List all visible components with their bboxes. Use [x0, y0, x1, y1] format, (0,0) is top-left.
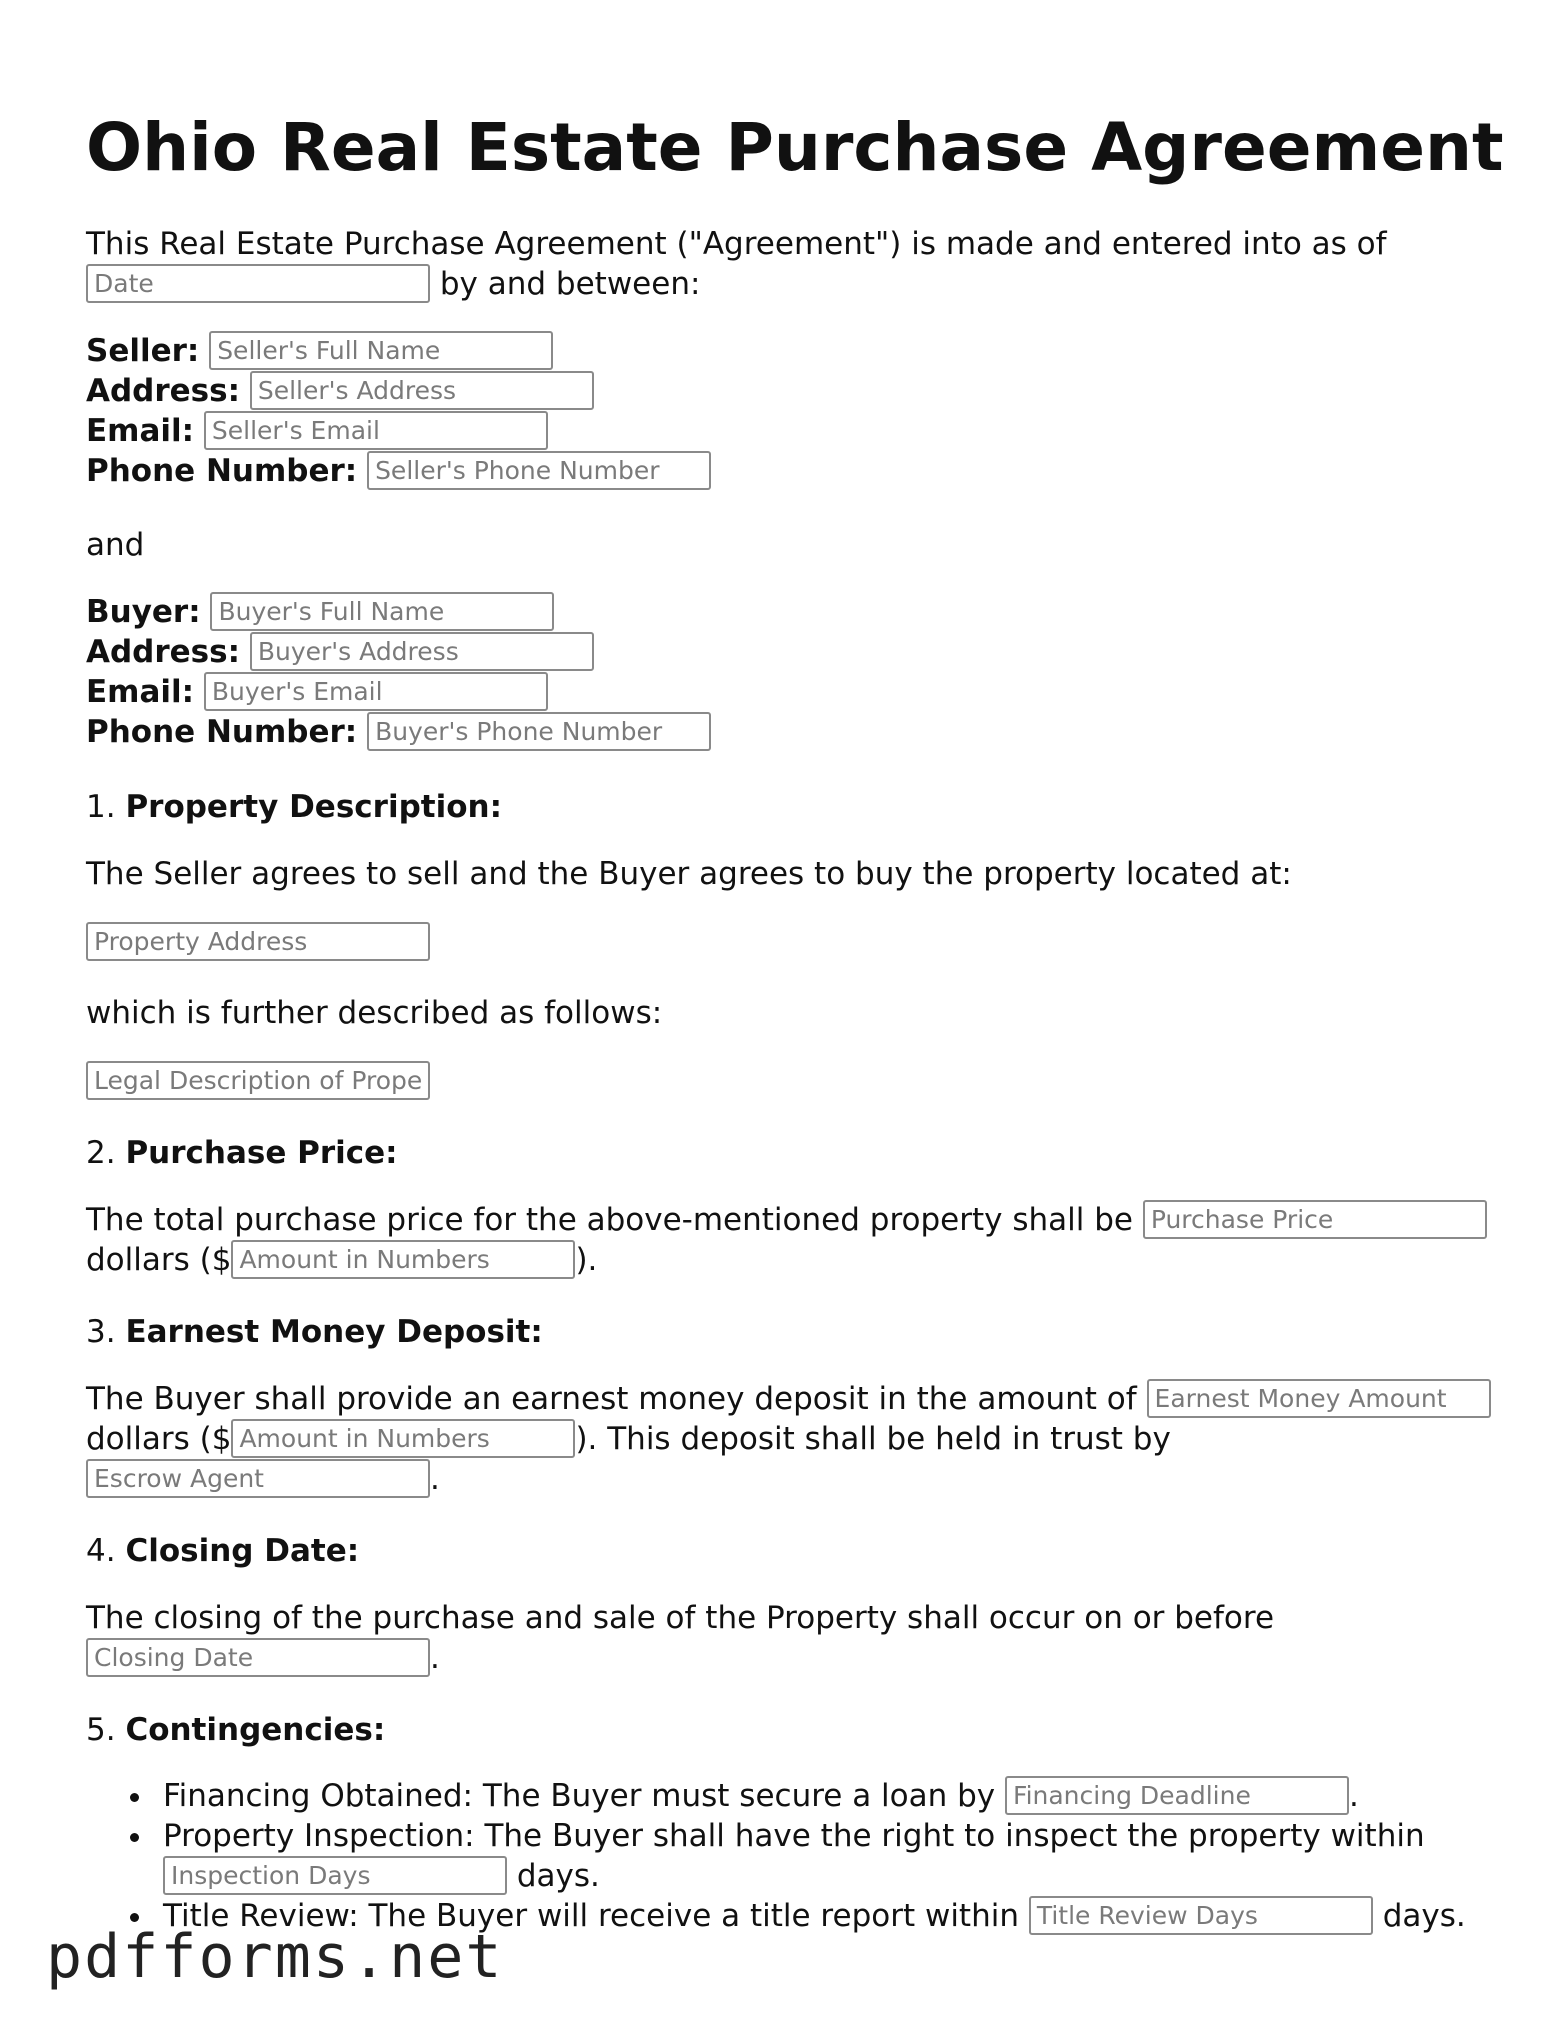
section-number: 5. [86, 1712, 116, 1748]
inspection-text: Property Inspection: The Buyer shall have the right to inspect the property within [163, 1818, 1425, 1854]
bullet [130, 1793, 139, 1802]
section-number: 2. [86, 1135, 116, 1171]
period: . [430, 1461, 440, 1497]
dollars-prefix: dollars ($ [86, 1242, 232, 1278]
buyer-name-field[interactable]: Buyer's Full Name [210, 592, 554, 631]
intro-paragraph [86, 224, 1387, 304]
earnest-amount-field[interactable]: Amount in Numbers [231, 1419, 575, 1458]
contingencies-list [86, 1776, 1506, 1936]
section-heading-price [86, 1133, 398, 1173]
page-title: Ohio Real Estate Purchase Agreement [86, 109, 1504, 186]
section-heading-property [86, 787, 502, 827]
buyer-phone-label: Phone Number: [86, 714, 358, 750]
title-review-days-field[interactable]: Title Review Days [1029, 1896, 1373, 1935]
buyer-name-label: Buyer: [86, 594, 201, 630]
period: . [1349, 1778, 1359, 1814]
property-text: The Seller agrees to sell and the Buyer agrees to buy the property located at: [86, 856, 1292, 892]
legal-description-field[interactable]: Legal Description of Prope [86, 1061, 430, 1100]
buyer-email-label: Email: [86, 674, 195, 710]
section-title: Earnest Money Deposit: [125, 1314, 543, 1350]
earnest-paragraph [86, 1379, 1491, 1499]
section-heading-closing [86, 1531, 359, 1571]
days-text: days. [1382, 1898, 1466, 1934]
title-review-text: Title Review: The Buyer will receive a title report within [163, 1898, 1019, 1934]
earnest-amount-words-field[interactable]: Earnest Money Amount [1147, 1379, 1491, 1418]
period: . [430, 1640, 440, 1676]
watermark: pdfforms.net [46, 1922, 504, 1992]
price-paragraph [86, 1200, 1487, 1280]
section-heading-earnest [86, 1312, 543, 1352]
section-title: Closing Date: [125, 1533, 360, 1569]
section-title: Purchase Price: [125, 1135, 398, 1171]
seller-name-field[interactable]: Seller's Full Name [209, 331, 553, 370]
seller-address-field[interactable]: Seller's Address [250, 371, 594, 410]
purchase-price-field[interactable]: Purchase Price [1143, 1200, 1487, 1239]
seller-email-field[interactable]: Seller's Email [204, 411, 548, 450]
days-text: days. [516, 1858, 600, 1894]
section-number: 4. [86, 1533, 116, 1569]
dollars-prefix: dollars ($ [86, 1421, 232, 1457]
closing-paragraph [86, 1598, 1274, 1678]
section-title: Property Description: [125, 789, 502, 825]
section-number: 3. [86, 1314, 116, 1350]
property-address-row [86, 922, 430, 963]
agreement-date-field[interactable]: Date [86, 264, 430, 303]
financing-text: Financing Obtained: The Buyer must secure a loan by [163, 1778, 996, 1814]
section-heading-contingencies [86, 1710, 385, 1750]
and-text: and [86, 527, 145, 563]
buyer-email-field[interactable]: Buyer's Email [204, 672, 548, 711]
list-item-financing [86, 1776, 1506, 1816]
seller-email-label: Email: [86, 413, 195, 449]
inspection-days-field[interactable]: Inspection Days [163, 1856, 507, 1895]
buyer-address-field[interactable]: Buyer's Address [250, 632, 594, 671]
seller-phone-field[interactable]: Seller's Phone Number [367, 451, 711, 490]
section-title: Contingencies: [125, 1712, 386, 1748]
legal-description-row [86, 1061, 430, 1102]
seller-block [86, 331, 711, 491]
closing-text: The closing of the purchase and sale of the Property shall occur on or before [86, 1600, 1275, 1636]
buyer-block [86, 592, 711, 752]
property-address-field[interactable]: Property Address [86, 922, 430, 961]
seller-phone-label: Phone Number: [86, 453, 358, 489]
escrow-agent-field[interactable]: Escrow Agent [86, 1459, 430, 1498]
intro-text-after: by and between: [439, 266, 701, 302]
seller-address-label: Address: [86, 373, 240, 409]
buyer-address-label: Address: [86, 634, 240, 670]
earnest-suffix: ). This deposit shall be held in trust by [575, 1421, 1171, 1457]
earnest-text: The Buyer shall provide an earnest money deposit in the amount of [86, 1381, 1137, 1417]
intro-text: This Real Estate Purchase Agreement ("Agreement") is made and entered into as of [86, 226, 1387, 262]
bullet [130, 1913, 139, 1922]
price-amount-field[interactable]: Amount in Numbers [231, 1240, 575, 1279]
list-item-inspection [86, 1816, 1506, 1896]
buyer-phone-field[interactable]: Buyer's Phone Number [367, 712, 711, 751]
price-text: The total purchase price for the above-mentioned property shall be [86, 1202, 1133, 1238]
section-number: 1. [86, 789, 116, 825]
closing-date-field[interactable]: Closing Date [86, 1638, 430, 1677]
dollars-suffix: ). [575, 1242, 598, 1278]
property-text-2: which is further described as follows: [86, 995, 663, 1031]
bullet [130, 1833, 139, 1842]
financing-deadline-field[interactable]: Financing Deadline [1005, 1776, 1349, 1815]
seller-name-label: Seller: [86, 333, 200, 369]
